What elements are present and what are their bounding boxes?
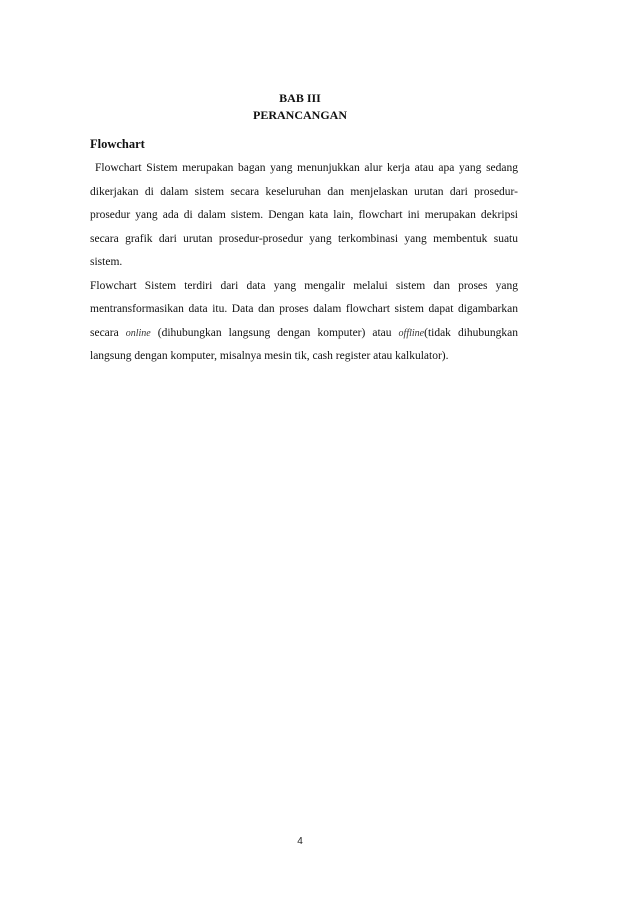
paragraph-2-part-1: Flowchart Sistem terdiri dari data yang mengalir melalui sistem dan proses yang mentransformasikan data itu. Data dan proses dalam flowchart sistem dapat digambarkan secara xyxy=(90,279,518,339)
chapter-number: BAB III xyxy=(279,91,321,105)
chapter-heading xyxy=(0,90,600,124)
paragraph-1: Flowchart Sistem merupakan bagan yang menunjukkan alur kerja atau apa yang sedang dikerjakan di dalam sistem secara keseluruhan dan menjelaskan urutan dari prosedur-prosedur yang ada di dalam sistem. Dengan kata lain, flowchart ini merupakan dekripsi secara grafik dari urutan prosedur-prosedur yang terkombinasi yang membentuk suatu sistem. xyxy=(90,162,518,268)
section-title: Flowchart xyxy=(90,137,145,151)
paragraph-2 xyxy=(90,275,518,369)
paragraph-2-part-3: (tidak dihubungkan langsung dengan komputer, misalnya mesin tik, cash register atau kalkulator). xyxy=(90,326,519,362)
term-online: online xyxy=(125,327,151,339)
paragraph-2-part-2: (dihubungkan langsung dengan komputer) atau xyxy=(150,326,399,339)
term-offline: offline xyxy=(398,327,425,339)
page-number: 4 xyxy=(297,836,303,847)
chapter-title: PERANCANGAN xyxy=(253,108,347,122)
body-text xyxy=(90,157,518,369)
